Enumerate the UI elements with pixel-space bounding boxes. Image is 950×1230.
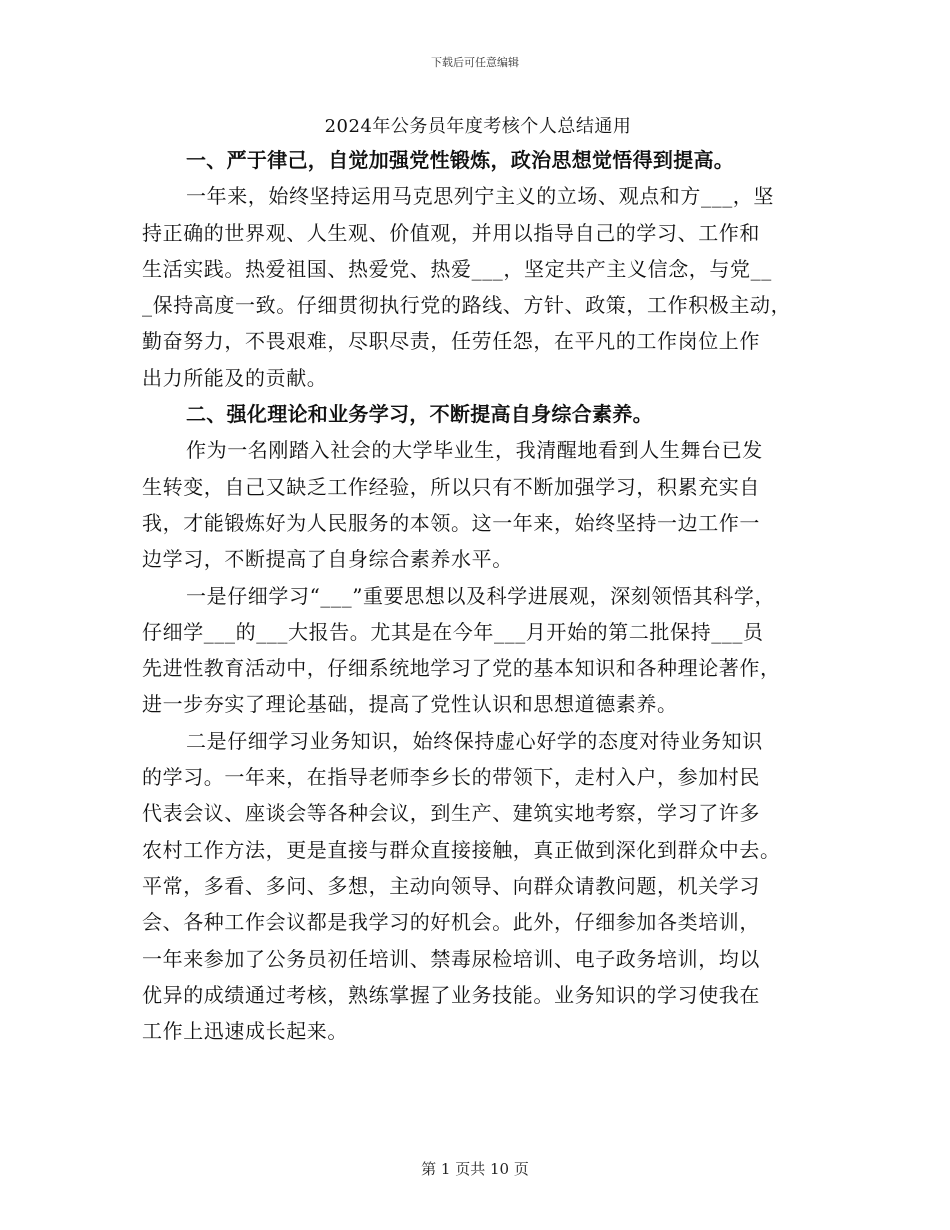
page-header: 下载后可任意编辑 bbox=[431, 56, 519, 69]
text-line: 我，才能锻炼好为人民服务的本领。这一年来，始终坚持一边工作一 bbox=[142, 510, 760, 535]
paragraph-lines bbox=[142, 142, 814, 1049]
text-line: 仔细学___的___大报告。尤其是在今年___月开始的第二批保持___员 bbox=[142, 619, 764, 644]
text-line: _保持高度一致。仔细贯彻执行党的路线、方针、政策，工作积极主动， bbox=[142, 293, 792, 318]
document-title: 2024年公务员年度考核个人总结通用 bbox=[324, 116, 632, 137]
document-body bbox=[142, 112, 814, 1049]
text-line: 先进性教育活动中，仔细系统地学习了党的基本知识和各种理论著作， bbox=[142, 656, 781, 681]
text-line: 二是仔细学习业务知识，始终保持虚心好学的态度对待业务知识 bbox=[186, 728, 763, 753]
text-line: 工作上迅速成长起来。 bbox=[142, 1019, 348, 1044]
section-heading: 二、强化理论和业务学习，不断提高自身综合素养。 bbox=[186, 402, 653, 427]
text-line: 作为一名刚踏入社会的大学毕业生，我清醒地看到人生舞台已发 bbox=[186, 438, 763, 463]
text-line: 勤奋努力，不畏艰难，尽职尽责，任劳任怨，在平凡的工作岗位上作 bbox=[142, 329, 760, 354]
text-line: 生转变，自己又缺乏工作经验，所以只有不断加强学习，积累充实自 bbox=[142, 474, 760, 499]
section-heading: 一、严于律己，自觉加强党性锻炼，政治思想觉悟得到提高。 bbox=[186, 148, 735, 172]
text-line: 会、各种工作会议都是我学习的好机会。此外，仔细参加各类培训， bbox=[142, 910, 760, 935]
text-line: 代表会议、座谈会等各种会议，到生产、建筑实地考察，学习了许多 bbox=[142, 801, 760, 826]
text-line: 出力所能及的贡献。 bbox=[142, 365, 328, 390]
text-line: 的学习。一年来，在指导老师李乡长的带领下，走村入户，参加村民 bbox=[142, 765, 760, 790]
text-line: 边学习，不断提高了自身综合素养水平。 bbox=[142, 547, 513, 572]
text-line: 农村工作方法，更是直接与群众直接接触，真正做到深化到群众中去。 bbox=[142, 837, 781, 862]
page-footer: 第 1 页共 10 页 bbox=[421, 1160, 529, 1178]
text-line: 一是仔细学习“___”重要思想以及科学进展观，深刻领悟其科学， bbox=[186, 583, 776, 608]
text-line: 进一步夯实了理论基础，提高了党性认识和思想道德素养。 bbox=[142, 692, 678, 717]
text-line: 持正确的世界观、人生观、价值观，并用以指导自己的学习、工作和 bbox=[142, 220, 760, 245]
text-line: 一年来，始终坚持运用马克思列宁主义的立场、观点和方___，坚 bbox=[186, 184, 774, 209]
text-line: 一年来参加了公务员初任培训、禁毒尿检培训、电子政务培训，均以 bbox=[142, 946, 760, 971]
text-line: 平常，多看、多问、多想，主动向领导、向群众请教问题，机关学习 bbox=[142, 873, 760, 898]
text-line: 优异的成绩通过考核，熟练掌握了业务技能。业务知识的学习使我在 bbox=[142, 982, 760, 1007]
text-line: 生活实践。热爱祖国、热爱党、热爱___，坚定共产主义信念，与党__ bbox=[142, 256, 772, 281]
